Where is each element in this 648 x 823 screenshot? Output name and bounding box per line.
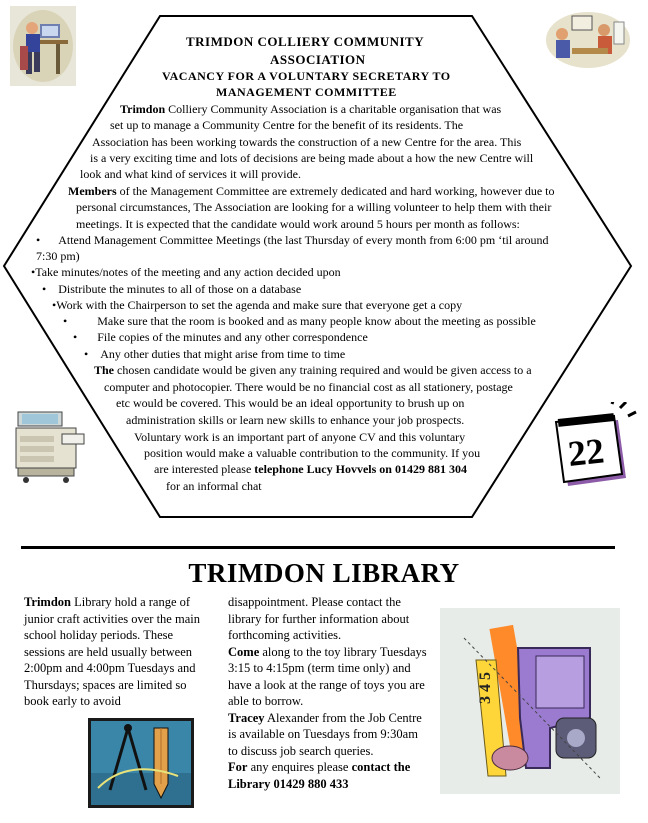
calendar-day: 22 [566, 430, 607, 474]
vacancy-title-line-1: TRIMDON COLLIERY COMMUNITY [186, 34, 425, 49]
vacancy-para-1-line-3: Association has been working towards the construction of a new Centre for the area. This [92, 135, 522, 149]
library-column-2 [228, 594, 428, 792]
photocopier-illustration [12, 406, 88, 488]
vacancy-para-1-line-2: set up to manage a Community Centre for the benefit of its residents. The [110, 118, 464, 132]
vacancy-phone: telephone Lucy Hovvels on 01429 881 304 [254, 462, 467, 476]
library-para-4: For any enquires please contact the Library 01429 880 433 [228, 760, 411, 791]
vacancy-para-3-line-1: The chosen candidate would be given any training required and would be given access to a [94, 363, 532, 377]
vacancy-para-2-line-1: Members of the Management Committee are extremely dedicated and hard working, however due to [68, 184, 555, 198]
duty-bullet-4: •Work with the Chairperson to set the agenda and make sure that everyone get a copy [52, 298, 463, 312]
sewing-illustration [440, 608, 620, 794]
duty-bullet-6: • File copies of the minutes and any other correspondence [73, 330, 368, 344]
vacancy-title-line-3: VACANCY FOR A VOLUNTARY SECRETARY TO [162, 69, 451, 83]
vacancy-para-2-line-3: meetings. It is expected that the candidate would work around 5 hours per month as follows: [76, 217, 520, 231]
duty-bullet-1-continued: 7:30 pm) [36, 249, 80, 263]
vacancy-para-3-line-3: etc would be covered. This would be an ideal opportunity to brush up on [116, 396, 465, 410]
library-para-3: Tracey Alexander from the Job Centre is available on Tuesdays from 9:30am to discuss job search queries. [228, 710, 422, 758]
vacancy-para-3-line-2: computer and photocopier. There would be no financial cost as all stationery, postage [104, 380, 513, 394]
office-worker-illustration [10, 6, 76, 86]
vacancy-para-1-line-4: is a very exciting time and lots of decisions are being made about a how the new Centre will [90, 151, 534, 165]
library-para-1-continued: disappointment. Please contact the library for further information about forthcoming activities. [228, 595, 410, 642]
tape-digits: 3 4 5 [477, 672, 494, 704]
library-column-1 [24, 594, 214, 710]
vacancy-para-3-line-4: administration skills or learn new skills to enhance your job prospects. [126, 413, 465, 427]
duty-bullet-2: •Take minutes/notes of the meeting and any action decided upon [31, 265, 341, 279]
vacancy-para-3-line-5: Voluntary work is an important part of anyone CV and this voluntary [134, 430, 466, 444]
vacancy-final-line: for an informal chat [166, 479, 262, 493]
duty-bullet-7: • Any other duties that might arise from time to time [84, 347, 346, 361]
library-para-2: Come along to the toy library Tuesdays 3:15 to 4:15pm (term time only) and have a look at the range of toys you are able to borrow. [228, 644, 427, 708]
library-title: TRIMDON LIBRARY [188, 558, 460, 588]
vacancy-title-line-2: ASSOCIATION [270, 52, 366, 67]
duty-bullet-1: • Attend Management Committee Meetings (the last Thursday of every month from 6:00 pm ‘til around [36, 233, 549, 247]
duty-bullet-5: • Make sure that the room is booked and as many people know about the meeting as possible [63, 314, 536, 328]
vacancy-para-1-line-1: Trimdon Colliery Community Association is a charitable organisation that was [120, 102, 502, 116]
library-phone: contact the Library 01429 880 433 [228, 760, 411, 791]
vacancy-para-1-line-5: look and what kind of services it will provide. [80, 167, 301, 181]
duty-bullet-3: • Distribute the minutes to all of those on a database [42, 282, 302, 296]
vacancy-para-3-line-6: position would make a valuable contribution to the community. If you [144, 446, 481, 460]
vacancy-contact-line: are interested please telephone Lucy Hovvels on 01429 881 304 [154, 462, 467, 476]
library-para-1: Trimdon Library hold a range of junior craft activities over the main school holiday periods. These sessions are held usually between 2:00pm and 4:00pm Tuesdays and Thursdays; spaces are limited so book early to avoid [24, 595, 200, 708]
drawing-tools-illustration [88, 718, 194, 808]
vacancy-title-line-4: MANAGEMENT COMMITTEE [216, 85, 397, 99]
calendar-illustration [552, 402, 638, 494]
vacancy-para-2-line-2: personal circumstances, The Association are looking for a willing volunteer to help them with their [76, 200, 552, 214]
section-divider [21, 546, 615, 549]
meeting-illustration [544, 8, 632, 70]
